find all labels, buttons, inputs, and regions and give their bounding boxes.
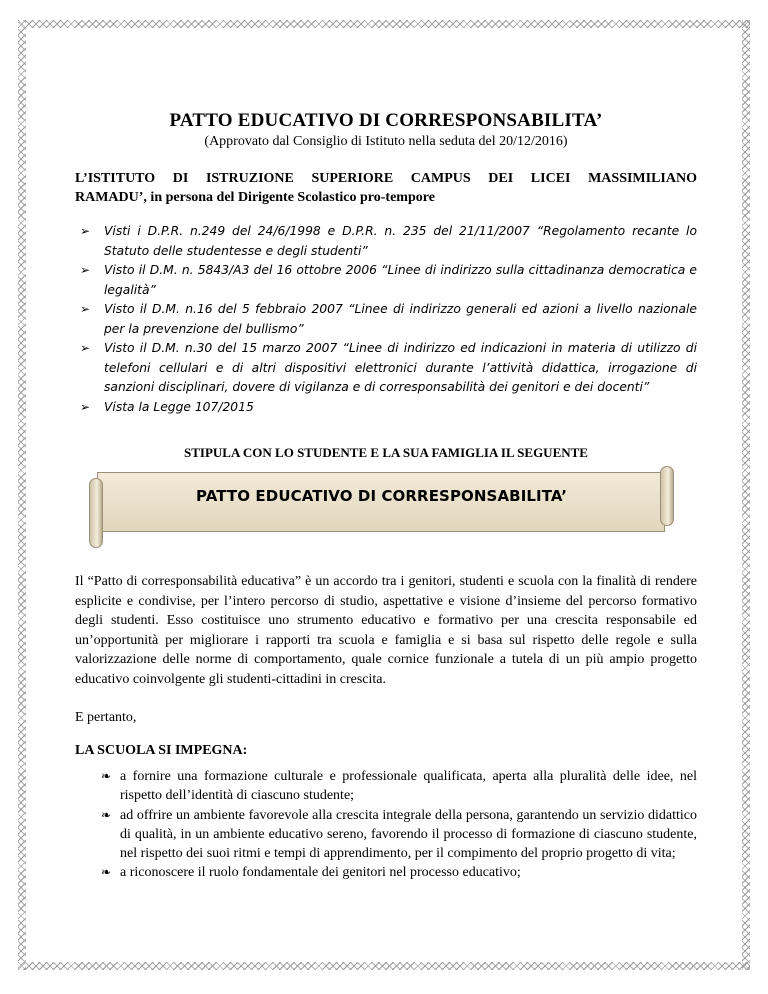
patto-paragraph: Il “Patto di corresponsabilità educativa” è un accordo tra i genitori, studenti e scuola con la finalità di rendere esplicite e condivise, per l’intero percorso di studio, aspettative e visione d’insieme del percorso formativo degli studenti. Esso costituisce uno strumento educativo e formativo per una crescita responsabile ed un’opportunità per migliorare i rapporti tra scuola e famiglia e si basa sul rispetto delle regole e sulla valorizzazione delle norme di comportamento, quale cornice funzionale a tutela di un più ampio progetto educativo coinvolgente gli studenti-cittadini in crescita. — [75, 574, 697, 687]
leaf-bullet-icon: ❧ — [101, 865, 112, 880]
scroll-banner — [89, 466, 674, 546]
arrow-bullet-icon: ➢ — [80, 302, 91, 316]
page-subtitle: (Approvato dal Consiglio di Istituto nella seduta del 20/12/2016) — [204, 134, 568, 149]
pertanto-text: E pertanto, — [75, 710, 137, 725]
intro-line-1: L’ISTITUTO DI ISTRUZIONE SUPERIORE CAMPUS DEI LICEI MASSIMILIANO — [75, 171, 697, 186]
visti-item: ➢ Visti i D.P.R. n.249 del 24/6/1998 e D.P.R. n. 235 del 21/11/2007 “Regolamento recante lo Statuto delle studentesse e degli studenti” — [80, 224, 697, 258]
page-title: PATTO EDUCATIVO DI CORRESPONSABILITA’ — [169, 110, 603, 131]
arrow-bullet-icon: ➢ — [80, 399, 91, 414]
banner-title: PATTO EDUCATIVO DI CORRESPONSABILITA’ — [195, 487, 568, 505]
arrow-bullet-icon: ➢ — [80, 341, 91, 355]
visti-list — [75, 222, 697, 417]
visti-item: ➢ Vista la Legge 107/2015 — [75, 398, 697, 418]
impegni-list — [103, 767, 697, 883]
leaf-bullet-icon: ❧ — [101, 807, 112, 822]
arrow-bullet-icon: ➢ — [80, 263, 91, 277]
impegno-item: ❧ a fornire una formazione culturale e professionale qualificata, aperta alla pluralità delle idee, nel rispetto dell’identità di ciascuno studente; — [101, 769, 697, 804]
arrow-bullet-icon: ➢ — [80, 224, 91, 238]
stipula-heading: STIPULA CON LO STUDENTE E LA SUA FAMIGLIA IL SEGUENTE — [184, 445, 588, 460]
border-bottom — [18, 962, 750, 970]
border-right — [742, 20, 750, 970]
border-top — [18, 20, 750, 28]
impegno-item: ❧ ad offrire un ambiente favorevole alla crescita integrale della persona, garantendo un servizio didattico di qualità, in un ambiente educativo sereno, favorendo il processo di formazione di ciascuno studente, nel rispetto dei suoi ritmi e tempi di apprendimento, per il compimento del proprio progetto di vita; — [101, 807, 697, 862]
visti-item: ➢ Visto il D.M. n. 5843/A3 del 16 ottobre 2006 “Linee di indirizzo sulla cittadinanza democratica e legalità” — [80, 263, 697, 297]
visti-item: ➢ Visto il D.M. n.30 del 15 marzo 2007 “Linee di indirizzo ed indicazioni in materia di utilizzo di telefoni cellulari e di altri dispositivi elettronici durante l’attività didattica, irrogazione di sanzioni disciplinari, dovere di vigilanza e di corresponsabilità dei genitori e dei docenti” — [80, 341, 697, 394]
impegno-item: ❧ a riconoscere il ruolo fondamentale dei genitori nel processo educativo; — [103, 863, 697, 882]
visti-item: ➢ Visto il D.M. n.16 del 5 febbraio 2007 “Linee di indirizzo generali ed azioni a livello nazionale per la prevenzione del bullismo” — [80, 302, 697, 336]
border-left — [18, 20, 26, 970]
intro-heading — [75, 169, 697, 207]
leaf-bullet-icon: ❧ — [101, 769, 112, 783]
intro-line-2: RAMADU’, in persona del Dirigente Scolastico pro-tempore — [75, 190, 435, 205]
scuola-heading: LA SCUOLA SI IMPEGNA: — [75, 743, 248, 758]
